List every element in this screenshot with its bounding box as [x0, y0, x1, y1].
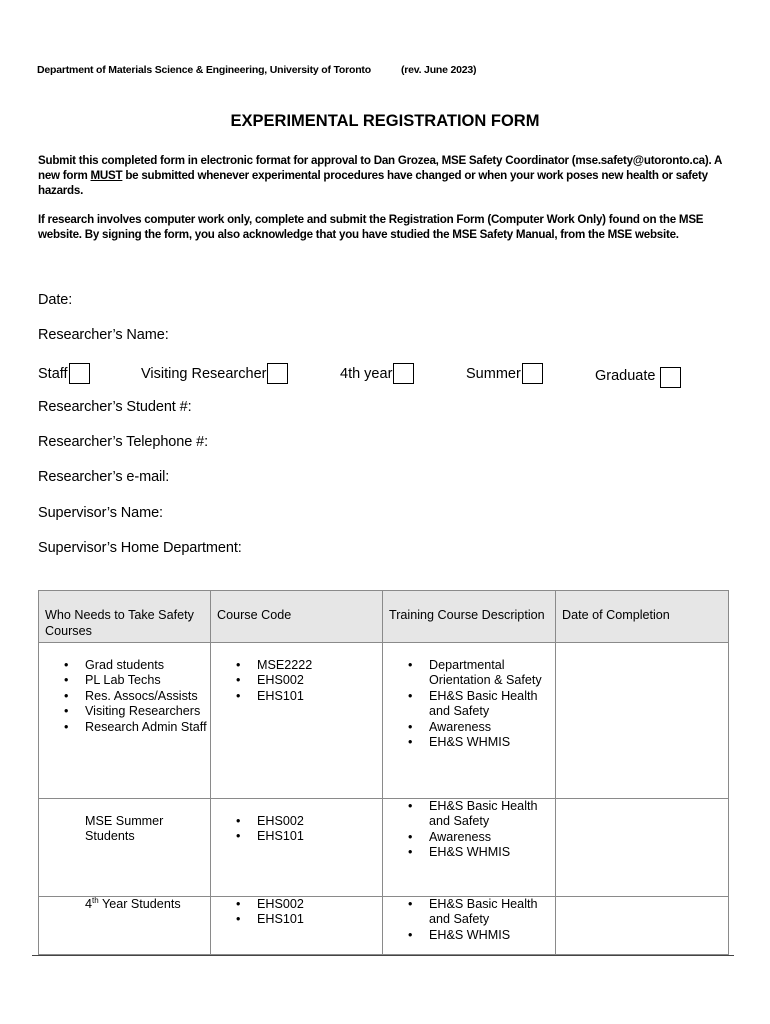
document-header — [37, 64, 476, 76]
submission-instructions — [38, 153, 738, 198]
fourth-year-checkbox[interactable] — [393, 363, 414, 384]
researcher-name-label: Researcher’s Name: — [38, 327, 169, 343]
category-4th-year[interactable] — [340, 363, 414, 384]
row1-who-cell — [39, 643, 211, 799]
staff-label: Staff — [38, 365, 68, 382]
row3-date-cell[interactable] — [556, 897, 729, 955]
researcher-category-row — [38, 363, 738, 389]
email-label: Researcher’s e-mail: — [38, 469, 170, 485]
list-item: • Departmental Orientation & Safety — [429, 658, 555, 689]
table-row — [39, 643, 729, 799]
category-graduate[interactable] — [595, 363, 681, 388]
row3-who-cell — [39, 897, 211, 955]
list-item: • EH&S WHMIS — [429, 735, 555, 750]
staff-checkbox[interactable] — [69, 363, 90, 384]
row2-date-cell[interactable] — [556, 799, 729, 897]
must-emphasis: MUST — [90, 169, 123, 182]
list-item: • Awareness — [429, 720, 555, 735]
safety-courses-table — [38, 590, 729, 955]
list-item: • EHS101 — [257, 912, 382, 927]
instructions-text-b: be submitted whenever experimental procedures have changed or when your work poses new health or safety hazards. — [38, 169, 708, 197]
header-who: Who Needs to Take Safety Courses — [39, 591, 211, 643]
graduate-checkbox[interactable] — [660, 367, 681, 388]
category-summer[interactable] — [466, 363, 543, 384]
row2-codes-cell — [211, 799, 383, 897]
graduate-label: Graduate — [595, 367, 656, 384]
row1-codes-cell — [211, 643, 383, 799]
summer-checkbox[interactable] — [522, 363, 543, 384]
list-item: • EHS002 — [257, 814, 382, 829]
row3-codes-cell — [211, 897, 383, 955]
list-item: • EH&S WHMIS — [429, 928, 555, 943]
list-item: • Visiting Researchers — [85, 704, 210, 719]
date-field-label: Date: — [38, 292, 73, 308]
supervisor-name-label: Supervisor’s Name: — [38, 505, 163, 521]
table-row — [39, 897, 729, 955]
form-title: EXPERIMENTAL REGISTRATION FORM — [230, 112, 540, 130]
telephone-label: Researcher’s Telephone #: — [38, 434, 209, 450]
list-item: • Awareness — [429, 830, 555, 845]
list-item: • PL Lab Techs — [85, 673, 210, 688]
list-item: • Res. Assocs/Assists — [85, 689, 210, 704]
ordinal-suffix: th — [92, 895, 99, 905]
list-item: • EHS002 — [257, 673, 382, 688]
list-item: • EH&S Basic Health and Safety — [429, 897, 555, 928]
list-item: • Grad students — [85, 658, 210, 673]
row1-description-cell — [383, 643, 556, 799]
category-staff[interactable] — [38, 363, 90, 384]
list-item: • EHS101 — [257, 689, 382, 704]
fourth-year-label: 4th year — [340, 365, 393, 382]
header-description: Training Course Description — [383, 591, 556, 643]
page-bottom-rule — [32, 955, 734, 956]
list-item: • MSE2222 — [257, 658, 382, 673]
student-number-label: Researcher’s Student #: — [38, 399, 192, 415]
header-course-code: Course Code — [211, 591, 383, 643]
fourth-number: 4 — [85, 897, 93, 911]
row2-who-cell: MSE Summer Students — [39, 799, 211, 897]
summer-label: Summer — [466, 365, 521, 382]
list-item: • EH&S Basic Health and Safety — [429, 689, 555, 720]
computer-work-instructions: If research involves computer work only, complete and submit the Registration Form (Computer Work Only) found on the MSE website. By signing the form, you also acknowledge that you have studied the MSE Safety Manual, from the MSE website. — [38, 213, 704, 241]
table-header-row — [39, 591, 729, 643]
list-item: • EHS002 — [257, 897, 382, 912]
table-row — [39, 799, 729, 897]
supervisor-department-label: Supervisor’s Home Department: — [38, 540, 242, 556]
list-item: • Research Admin Staff — [85, 720, 210, 735]
row2-description-cell — [383, 799, 556, 897]
instructions-text-a: Submit this completed form in electronic format for approval to Dan Grozea, MSE Safety Coordinator (mse.safety@utoronto.ca). A new form — [38, 154, 722, 182]
year-students-text: Year Students — [98, 897, 181, 911]
category-visiting-researcher[interactable] — [141, 363, 288, 384]
list-item: • EHS101 — [257, 829, 382, 844]
row3-description-cell — [383, 897, 556, 955]
header-date-of-completion: Date of Completion — [556, 591, 729, 643]
visiting-researcher-checkbox[interactable] — [267, 363, 288, 384]
department-name: Department of Materials Science & Engineering, University of Toronto — [37, 64, 371, 76]
revision-date: (rev. June 2023) — [400, 64, 477, 76]
list-item: • EH&S WHMIS — [429, 845, 555, 860]
visiting-researcher-label: Visiting Researcher — [141, 365, 267, 382]
list-item: • EH&S Basic Health and Safety — [429, 799, 555, 830]
row1-date-cell[interactable] — [556, 643, 729, 799]
